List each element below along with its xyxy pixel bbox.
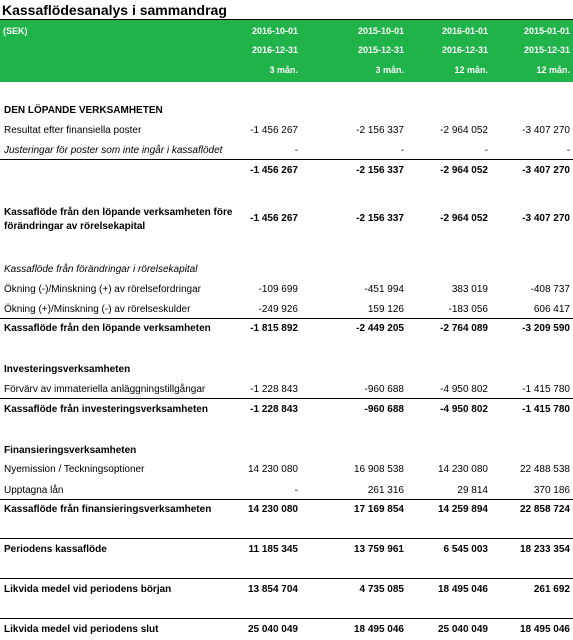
cell-value: 25 040 049	[437, 624, 488, 635]
cell-value: -3 407 270	[522, 125, 570, 136]
cell-value: 261 692	[533, 584, 570, 595]
col2-period: 3 mån.	[375, 65, 404, 75]
cell-value: 18 233 354	[519, 544, 570, 555]
cell-value: 22 488 538	[519, 464, 570, 475]
row-divider	[0, 318, 573, 319]
cell-value: -4 950 802	[440, 384, 488, 395]
table-row-subtotal	[0, 403, 573, 419]
table-row-total	[0, 543, 573, 559]
cell-value: -2 156 337	[356, 125, 404, 136]
cell-value: -3 407 270	[522, 213, 570, 224]
cell-value: 13 759 961	[353, 544, 404, 555]
row-label: Upptagna lån	[4, 485, 64, 496]
cell-value: -408 737	[530, 284, 570, 295]
row-label: Kassaflöde från förändringar i rörelsekapital	[4, 264, 198, 275]
cell-value: 4 735 085	[359, 584, 404, 595]
col3-from: 2016-01-01	[441, 26, 488, 36]
cell-value: 17 169 854	[353, 504, 404, 515]
row-label: Resultat efter finansiella poster	[4, 125, 142, 136]
cell-value: 14 230 080	[247, 464, 298, 475]
table-row	[0, 124, 573, 140]
cell-value: 18 495 046	[353, 624, 404, 635]
cell-value: -2 964 052	[440, 213, 488, 224]
table-header	[0, 20, 573, 82]
cell-value: -4 950 802	[440, 404, 488, 415]
col4-to: 2015-12-31	[523, 45, 570, 55]
cell-value: 16 908 538	[353, 464, 404, 475]
row-label: Kassaflöde från finansieringsverksamheten	[4, 504, 212, 515]
cell-value: -1 815 892	[250, 323, 298, 334]
cell-value: -	[484, 145, 488, 156]
cell-value: 14 230 080	[437, 464, 488, 475]
cell-value: -	[294, 145, 298, 156]
col3-to: 2016-12-31	[441, 45, 488, 55]
report-title: Kassaflödesanalys i sammandrag	[2, 2, 227, 18]
cell-value: 14 259 894	[437, 504, 488, 515]
col1-from: 2016-10-01	[251, 26, 298, 36]
cell-value: 25 040 049	[247, 624, 298, 635]
section-subheading	[0, 263, 573, 279]
cell-value: 383 019	[451, 284, 488, 295]
cell-value: 14 230 080	[247, 504, 298, 515]
table-row-total	[0, 583, 573, 599]
row-label: Kassaflöde från den löpande verksamheten	[4, 323, 211, 334]
row-divider	[0, 159, 573, 160]
cell-value: -960 688	[364, 404, 404, 415]
cell-value: -249 926	[258, 304, 298, 315]
cell-value: -1 456 267	[250, 213, 298, 224]
cell-value: 606 417	[533, 304, 570, 315]
cell-value: -3 209 590	[522, 323, 570, 334]
table-row	[0, 484, 573, 500]
row-divider	[0, 578, 573, 579]
cell-value: -109 699	[258, 284, 298, 295]
unit-label: (SEK)	[3, 26, 28, 36]
col1-period: 3 mån.	[269, 65, 298, 75]
cell-value: -451 994	[364, 284, 404, 295]
table-row-subtotal	[0, 164, 573, 180]
cell-value: 18 495 046	[519, 624, 570, 635]
col2-to: 2015-12-31	[357, 45, 404, 55]
row-label: Periodens kassaflöde	[4, 544, 107, 555]
cell-value: -2 449 205	[356, 323, 404, 334]
cell-value: -1 456 267	[250, 125, 298, 136]
table-row	[0, 463, 573, 479]
row-label: Kassaflöde från investeringsverksamheten	[4, 404, 208, 415]
cell-value: 159 126	[367, 304, 404, 315]
cell-value: -1 228 843	[250, 404, 298, 415]
cell-value: -	[400, 145, 404, 156]
cell-value: 370 186	[533, 485, 570, 496]
cell-value: 11 185 345	[248, 544, 298, 555]
row-label: Nyemission / Teckningsoptioner	[4, 464, 145, 475]
col4-from: 2015-01-01	[523, 26, 570, 36]
row-label: Kassaflöde från den löpande verksamheten före	[4, 207, 233, 218]
table-row	[0, 303, 573, 319]
cell-value: -3 407 270	[522, 165, 570, 176]
col3-period: 12 mån.	[454, 65, 488, 75]
cell-value: -1 456 267	[250, 165, 298, 176]
row-label: DEN LÖPANDE VERKSAMHETEN	[4, 105, 163, 116]
row-divider	[0, 499, 573, 500]
cell-value: -	[294, 485, 298, 496]
cell-value: -2 964 052	[440, 165, 488, 176]
cell-value: -2 964 052	[440, 125, 488, 136]
cell-value: 6 545 003	[443, 544, 488, 555]
cell-value: -	[566, 145, 570, 156]
section-heading-financing	[0, 444, 573, 460]
row-label: Ökning (+)/Minskning (-) av rörelseskulder	[4, 304, 191, 315]
section-heading-operating	[0, 104, 573, 120]
col2-from: 2015-10-01	[357, 26, 404, 36]
cell-value: 22 858 724	[519, 504, 570, 515]
table-row	[0, 283, 573, 299]
cell-value: 13 854 704	[247, 584, 298, 595]
table-row-total	[0, 623, 573, 639]
cell-value: -2 156 337	[356, 165, 404, 176]
section-heading-investing	[0, 363, 573, 379]
table-row-subtotal	[0, 322, 573, 338]
row-divider	[0, 538, 573, 539]
cell-value: -2 764 089	[440, 323, 488, 334]
row-label: Förvärv av immateriella anläggningstillgångar	[4, 384, 206, 395]
cell-value: -183 056	[448, 304, 488, 315]
cell-value: 18 495 046	[437, 584, 488, 595]
cell-value: 261 316	[367, 485, 404, 496]
row-label: Finansieringsverksamheten	[4, 445, 137, 456]
row-label: Justeringar för poster som inte ingår i kassaflödet	[4, 145, 223, 156]
row-label: Likvida medel vid periodens början	[4, 584, 172, 595]
cell-value: -2 156 337	[356, 213, 404, 224]
row-divider	[0, 398, 573, 399]
cell-value: -1 415 780	[522, 384, 570, 395]
row-label: Likvida medel vid periodens slut	[4, 624, 159, 635]
table-row-subtotal	[0, 503, 573, 519]
cell-value: -1 415 780	[522, 404, 570, 415]
cell-value: -960 688	[364, 384, 404, 395]
row-label: Investeringsverksamheten	[4, 364, 131, 375]
col4-period: 12 mån.	[536, 65, 570, 75]
row-label: förändringar av rörelsekapital	[4, 221, 146, 232]
table-row	[0, 144, 573, 160]
row-label: Ökning (-)/Minskning (+) av rörelsefordringar	[4, 284, 202, 295]
cell-value: -1 228 843	[250, 384, 298, 395]
col1-to: 2016-12-31	[251, 45, 298, 55]
cell-value: 29 814	[457, 485, 488, 496]
table-row-label-continuation	[0, 220, 573, 236]
row-divider	[0, 618, 573, 619]
table-row	[0, 383, 573, 399]
